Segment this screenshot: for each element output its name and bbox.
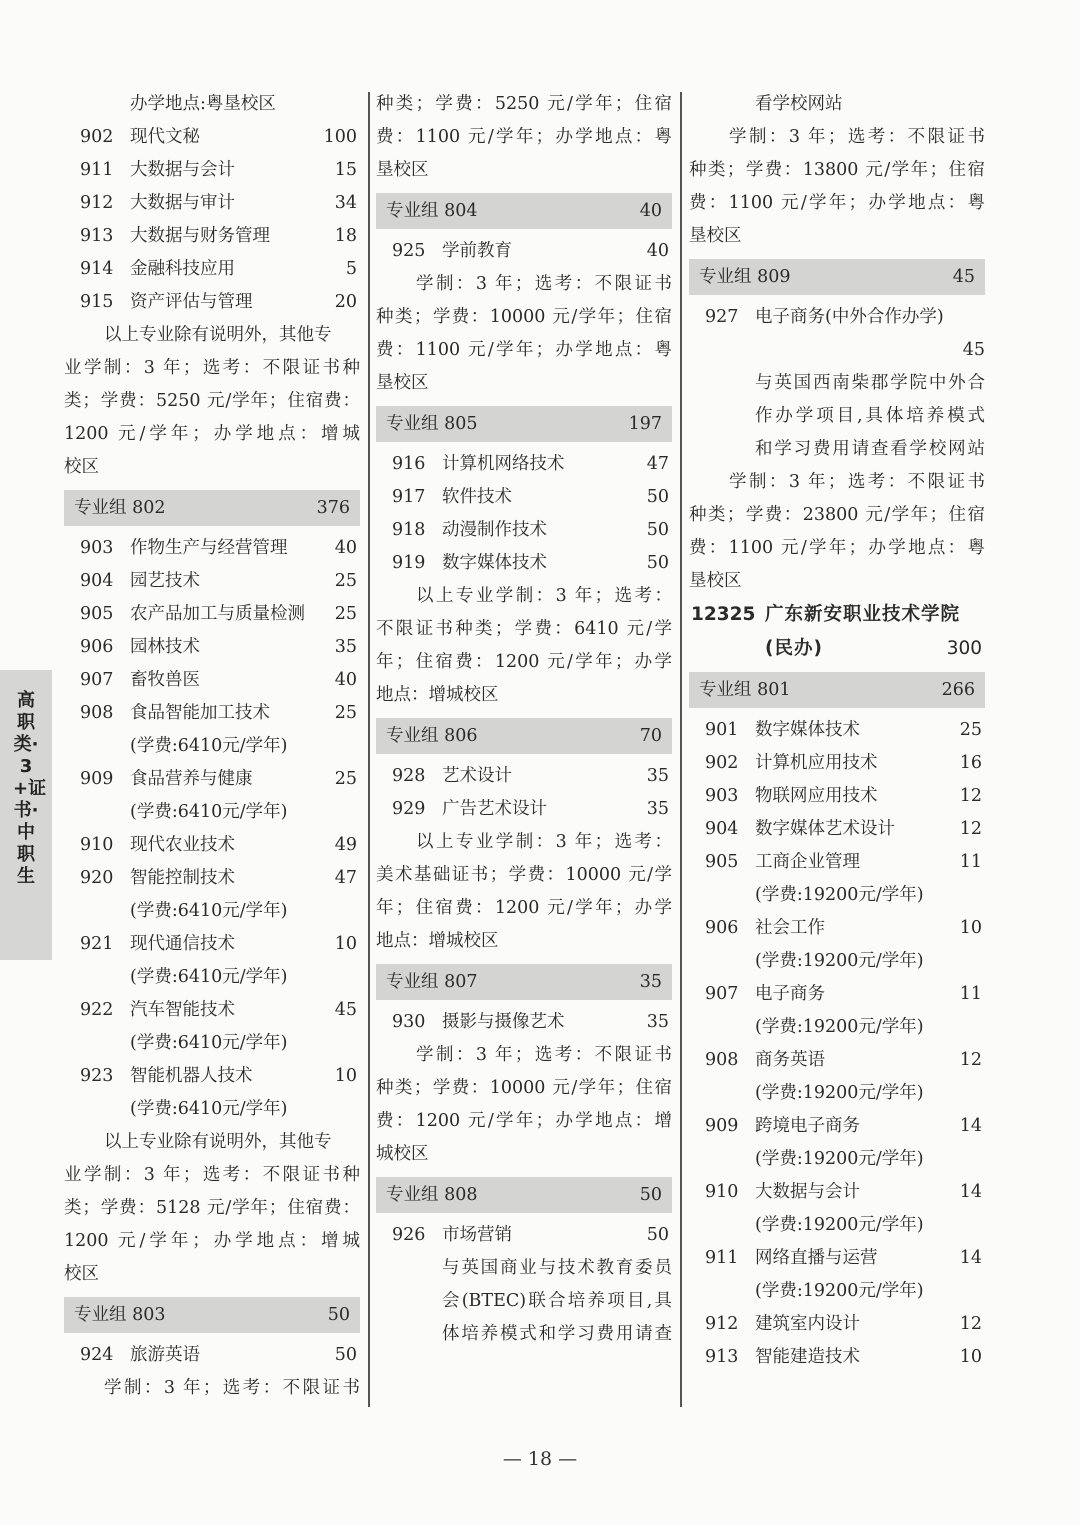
major-name: 数字媒体艺术设计 — [755, 819, 895, 839]
major-name: 旅游英语 — [130, 1345, 200, 1365]
text-line: 费：1100 元/学年；办学地点：粤 — [376, 340, 672, 360]
major-row — [64, 1060, 360, 1093]
text-line: 看学校网站 — [755, 94, 843, 114]
text-line: 城校区 — [376, 1144, 429, 1164]
enrollment-count: 14 — [959, 1182, 982, 1202]
school-name: (民办) — [765, 638, 823, 659]
column-2 — [376, 88, 672, 1351]
enrollment-count: 20 — [334, 292, 357, 312]
enrollment-count: 45 — [334, 1000, 357, 1020]
major-code: 919 — [392, 553, 426, 573]
text-line: 45 — [962, 340, 985, 360]
enrollment-count: 12 — [959, 786, 982, 806]
major-code: 922 — [80, 1000, 114, 1020]
column-1 — [64, 88, 360, 1405]
major-code: 927 — [705, 307, 739, 327]
text-line: 业学制：3 年；选考：不限证书种 — [64, 1165, 360, 1185]
school-header — [689, 598, 985, 632]
major-row — [689, 301, 985, 334]
major-name: 动漫制作技术 — [442, 520, 547, 540]
major-row — [64, 187, 360, 220]
enrollment-count: 40 — [334, 538, 357, 558]
text-line: 以上专业学制：3 年；选考： — [416, 586, 672, 606]
enrollment-count: 100 — [323, 127, 357, 147]
major-code: 917 — [392, 487, 426, 507]
group-name: 专业组 808 — [386, 1185, 478, 1205]
text-line: 业学制：3 年；选考：不限证书种 — [64, 358, 360, 378]
major-row — [689, 1308, 985, 1341]
enrollment-count: 5 — [345, 259, 357, 279]
major-row — [376, 1219, 672, 1252]
text-line: 费：1100 元/学年；办学地点：粤 — [689, 193, 985, 213]
enrollment-count: 25 — [334, 769, 357, 789]
major-name: 智能建造技术 — [755, 1347, 860, 1367]
major-name: 数字媒体技术 — [755, 720, 860, 740]
major-code: 912 — [80, 193, 114, 213]
major-row — [64, 220, 360, 253]
major-name: 园林技术 — [130, 637, 200, 657]
enrollment-count: 10 — [959, 918, 982, 938]
major-group-header — [376, 964, 672, 1000]
enrollment-count: 11 — [959, 852, 982, 872]
major-row — [376, 1006, 672, 1039]
major-group-header — [376, 718, 672, 754]
major-code: 924 — [80, 1345, 114, 1365]
group-name: 专业组 803 — [74, 1305, 166, 1325]
major-code: 902 — [705, 753, 739, 773]
major-name: 大数据与会计 — [130, 160, 235, 180]
major-code: 918 — [392, 520, 426, 540]
major-group-header — [376, 406, 672, 442]
side-tab-label: 高职类·3+证书·中职生 — [13, 690, 47, 887]
major-row — [64, 697, 360, 730]
enrollment-count: 47 — [334, 868, 357, 888]
major-code: 906 — [705, 918, 739, 938]
enrollment-count: 34 — [334, 193, 357, 213]
major-row — [689, 780, 985, 813]
major-code: 901 — [705, 720, 739, 740]
enrollment-count: 35 — [646, 766, 669, 786]
text-line: 费：1200 元/学年；办学地点：增 — [376, 1111, 672, 1131]
major-name: 园艺技术 — [130, 571, 200, 591]
enrollment-count: 50 — [646, 520, 669, 540]
text-line: (学费:6410元/学年) — [130, 967, 288, 987]
major-name: 智能控制技术 — [130, 868, 235, 888]
major-row — [689, 813, 985, 846]
major-row — [689, 846, 985, 879]
text-line: (学费:19200元/学年) — [755, 1215, 924, 1235]
text-line: 以上专业学制：3 年；选考： — [416, 832, 672, 852]
major-name: 摄影与摄像艺术 — [442, 1012, 565, 1032]
school-header — [689, 632, 985, 666]
major-code: 916 — [392, 454, 426, 474]
major-row — [376, 448, 672, 481]
major-code: 903 — [705, 786, 739, 806]
major-row — [64, 829, 360, 862]
major-row — [64, 631, 360, 664]
group-count: 35 — [639, 972, 662, 992]
enrollment-count: 14 — [959, 1248, 982, 1268]
text-line: 1200 元/学年；办学地点：增城 — [64, 424, 360, 444]
major-name: 商务英语 — [755, 1050, 825, 1070]
major-row — [376, 793, 672, 826]
major-row — [689, 1110, 985, 1143]
major-row — [64, 253, 360, 286]
major-row — [64, 664, 360, 697]
enrollment-count: 35 — [646, 1012, 669, 1032]
text-line: (学费:6410元/学年) — [130, 802, 288, 822]
major-code: 920 — [80, 868, 114, 888]
enrollment-count: 16 — [959, 753, 982, 773]
text-line: 与英国商业与技术教育委员 — [442, 1258, 672, 1278]
text-line: (学费:19200元/学年) — [755, 1149, 924, 1169]
major-row — [64, 286, 360, 319]
text-line: 1200 元/学年；办学地点：增城 — [64, 1231, 360, 1251]
group-name: 专业组 807 — [386, 972, 478, 992]
major-name: 智能机器人技术 — [130, 1066, 253, 1086]
major-code: 928 — [392, 766, 426, 786]
major-code: 904 — [705, 819, 739, 839]
major-row — [64, 763, 360, 796]
enrollment-count: 10 — [959, 1347, 982, 1367]
enrollment-count: 12 — [959, 819, 982, 839]
major-code: 930 — [392, 1012, 426, 1032]
major-name: 数字媒体技术 — [442, 553, 547, 573]
enrollment-count: 12 — [959, 1050, 982, 1070]
major-row — [64, 532, 360, 565]
text-line: 学制：3 年；选考：不限证书 — [729, 127, 985, 147]
major-row — [64, 565, 360, 598]
major-row — [64, 154, 360, 187]
major-code: 923 — [80, 1066, 114, 1086]
text-line: 类；学费：5250 元/学年；住宿费： — [64, 391, 360, 411]
major-name: 电子商务 — [755, 984, 825, 1004]
major-name: 大数据与财务管理 — [130, 226, 270, 246]
major-row — [376, 235, 672, 268]
major-name: 大数据与会计 — [755, 1182, 860, 1202]
text-line: 学制：3 年；选考：不限证书 — [104, 1378, 360, 1398]
major-code: 925 — [392, 241, 426, 261]
section-side-tab — [0, 670, 52, 960]
major-code: 926 — [392, 1225, 426, 1245]
text-line: 种类；学费：23800 元/学年；住宿 — [689, 505, 985, 525]
text-line: 学制：3 年；选考：不限证书 — [416, 1045, 672, 1065]
text-line: 类；学费：5128 元/学年；住宿费： — [64, 1198, 360, 1218]
enrollment-count: 35 — [646, 799, 669, 819]
enrollment-count: 12 — [959, 1314, 982, 1334]
text-line: 以上专业除有说明外，其他专 — [104, 325, 332, 345]
major-name: 农产品加工与质量检测 — [130, 604, 305, 624]
major-row — [64, 928, 360, 961]
major-row — [689, 978, 985, 1011]
school-count: 300 — [946, 638, 982, 659]
major-name: 网络直播与运营 — [755, 1248, 878, 1268]
major-name: 广告艺术设计 — [442, 799, 547, 819]
column-3 — [689, 88, 985, 1374]
major-code: 908 — [80, 703, 114, 723]
major-row — [689, 747, 985, 780]
group-name: 专业组 802 — [74, 498, 166, 518]
text-line: 费：1100 元/学年；办学地点：粤 — [689, 538, 985, 558]
text-line: 垦校区 — [376, 160, 429, 180]
column-divider — [368, 92, 370, 1407]
text-line: (学费:6410元/学年) — [130, 901, 288, 921]
enrollment-count: 15 — [334, 160, 357, 180]
enrollment-count: 50 — [334, 1345, 357, 1365]
text-line: 学制：3 年；选考：不限证书 — [416, 274, 672, 294]
enrollment-count: 11 — [959, 984, 982, 1004]
text-line: (学费:6410元/学年) — [130, 1033, 288, 1053]
group-name: 专业组 805 — [386, 414, 478, 434]
text-line: 不限证书种类；学费：6410 元/学 — [376, 619, 672, 639]
text-line: 费：1100 元/学年；办学地点：粤 — [376, 127, 672, 147]
major-name: 食品营养与健康 — [130, 769, 253, 789]
enrollment-count: 50 — [646, 553, 669, 573]
major-name: 电子商务(中外合作办学) — [755, 307, 944, 327]
major-row — [689, 1341, 985, 1374]
enrollment-count: 25 — [959, 720, 982, 740]
major-row — [376, 481, 672, 514]
major-code: 904 — [80, 571, 114, 591]
group-name: 专业组 804 — [386, 201, 478, 221]
group-count: 70 — [639, 726, 662, 746]
enrollment-count: 50 — [646, 487, 669, 507]
text-line: 作办学项目,具体培养模式 — [755, 406, 985, 426]
enrollment-count: 35 — [334, 637, 357, 657]
major-name: 现代农业技术 — [130, 835, 235, 855]
enrollment-count: 25 — [334, 703, 357, 723]
text-line: 以上专业除有说明外，其他专 — [104, 1132, 332, 1152]
major-code: 929 — [392, 799, 426, 819]
major-code: 915 — [80, 292, 114, 312]
major-code: 911 — [80, 160, 114, 180]
major-code: 907 — [705, 984, 739, 1004]
group-count: 45 — [952, 267, 975, 287]
major-row — [64, 1339, 360, 1372]
major-name: 计算机网络技术 — [442, 454, 565, 474]
text-line: 校区 — [64, 457, 99, 477]
text-line: 校区 — [64, 1264, 99, 1284]
major-name: 现代文秘 — [130, 127, 200, 147]
major-name: 社会工作 — [755, 918, 825, 938]
major-row — [64, 598, 360, 631]
group-count: 197 — [628, 414, 662, 434]
major-group-header — [689, 259, 985, 295]
major-code: 902 — [80, 127, 114, 147]
group-count: 50 — [639, 1185, 662, 1205]
group-count: 40 — [639, 201, 662, 221]
group-name: 专业组 806 — [386, 726, 478, 746]
text-line: 会(BTEC)联合培养项目,具 — [442, 1291, 672, 1311]
text-line: 种类；学费：13800 元/学年；住宿 — [689, 160, 985, 180]
major-row — [689, 1044, 985, 1077]
major-code: 905 — [80, 604, 114, 624]
major-name: 资产评估与管理 — [130, 292, 253, 312]
major-code: 910 — [705, 1182, 739, 1202]
enrollment-count: 18 — [334, 226, 357, 246]
major-code: 907 — [80, 670, 114, 690]
major-code: 909 — [705, 1116, 739, 1136]
column-divider — [680, 92, 682, 1407]
major-code: 903 — [80, 538, 114, 558]
page-number: — 18 — — [502, 1448, 578, 1470]
major-code: 905 — [705, 852, 739, 872]
text-line: (学费:6410元/学年) — [130, 1099, 288, 1119]
major-name: 计算机应用技术 — [755, 753, 878, 773]
major-name: 物联网应用技术 — [755, 786, 878, 806]
major-name: 市场营销 — [442, 1225, 512, 1245]
major-name: 艺术设计 — [442, 766, 512, 786]
enrollment-count: 14 — [959, 1116, 982, 1136]
enrollment-count: 25 — [334, 604, 357, 624]
text-line: 年；住宿费：1200 元/学年；办学 — [376, 898, 672, 918]
major-row — [64, 994, 360, 1027]
major-row — [376, 760, 672, 793]
group-count: 266 — [941, 680, 975, 700]
group-name: 专业组 801 — [699, 680, 791, 700]
major-row — [689, 912, 985, 945]
major-code: 906 — [80, 637, 114, 657]
text-line: (学费:19200元/学年) — [755, 1281, 924, 1301]
major-row — [376, 547, 672, 580]
text-line: 种类；学费：10000 元/学年；住宿 — [376, 1078, 672, 1098]
major-name: 大数据与审计 — [130, 193, 235, 213]
text-line: 与英国西南柴郡学院中外合 — [755, 373, 985, 393]
major-name: 汽车智能技术 — [130, 1000, 235, 1020]
major-name: 跨境电子商务 — [755, 1116, 860, 1136]
text-line: 种类；学费：10000 元/学年；住宿 — [376, 307, 672, 327]
major-row — [689, 1242, 985, 1275]
enrollment-count: 40 — [334, 670, 357, 690]
text-line: 垦校区 — [689, 226, 742, 246]
major-name: 建筑室内设计 — [755, 1314, 860, 1334]
major-name: 现代通信技术 — [130, 934, 235, 954]
group-count: 376 — [316, 498, 350, 518]
text-line: 体培养模式和学习费用请查 — [442, 1324, 672, 1344]
group-name: 专业组 809 — [699, 267, 791, 287]
major-code: 913 — [80, 226, 114, 246]
major-name: 食品智能加工技术 — [130, 703, 270, 723]
text-line: 学制：3 年；选考：不限证书 — [729, 472, 985, 492]
major-code: 921 — [80, 934, 114, 954]
school-code: 12325 — [691, 604, 756, 625]
major-row — [376, 514, 672, 547]
text-line: 地点：增城校区 — [376, 685, 499, 705]
text-line: 种类；学费：5250 元/学年；住宿 — [376, 94, 672, 114]
major-name: 工商企业管理 — [755, 852, 860, 872]
enrollment-count: 47 — [646, 454, 669, 474]
group-count: 50 — [327, 1305, 350, 1325]
major-name: 学前教育 — [442, 241, 512, 261]
major-code: 914 — [80, 259, 114, 279]
text-line: 办学地点:粤垦校区 — [130, 94, 276, 114]
enrollment-count: 10 — [334, 934, 357, 954]
major-row — [689, 1176, 985, 1209]
enrollment-count: 50 — [646, 1225, 669, 1245]
major-code: 910 — [80, 835, 114, 855]
major-row — [689, 714, 985, 747]
major-group-header — [64, 1297, 360, 1333]
text-line: (学费:6410元/学年) — [130, 736, 288, 756]
text-line: 地点：增城校区 — [376, 931, 499, 951]
text-line: 年；住宿费：1200 元/学年；办学 — [376, 652, 672, 672]
enrollment-count: 49 — [334, 835, 357, 855]
major-code: 912 — [705, 1314, 739, 1334]
text-line: 垦校区 — [376, 373, 429, 393]
major-group-header — [376, 193, 672, 229]
text-line: (学费:19200元/学年) — [755, 885, 924, 905]
major-code: 911 — [705, 1248, 739, 1268]
text-line: 垦校区 — [689, 571, 742, 591]
major-row — [64, 862, 360, 895]
major-name: 作物生产与经营管理 — [130, 538, 288, 558]
text-line: (学费:19200元/学年) — [755, 1017, 924, 1037]
enrollment-count: 25 — [334, 571, 357, 591]
school-name: 广东新安职业技术学院 — [765, 604, 961, 625]
enrollment-count: 10 — [334, 1066, 357, 1086]
text-line: (学费:19200元/学年) — [755, 1083, 924, 1103]
major-code: 913 — [705, 1347, 739, 1367]
text-line: (学费:19200元/学年) — [755, 951, 924, 971]
major-name: 金融科技应用 — [130, 259, 235, 279]
major-group-header — [64, 490, 360, 526]
text-line: 美术基础证书；学费：10000 元/学 — [376, 865, 672, 885]
enrollment-count: 40 — [646, 241, 669, 261]
major-group-header — [376, 1177, 672, 1213]
major-name: 软件技术 — [442, 487, 512, 507]
major-row — [64, 121, 360, 154]
major-group-header — [689, 672, 985, 708]
major-name: 畜牧兽医 — [130, 670, 200, 690]
major-code: 908 — [705, 1050, 739, 1070]
major-code: 909 — [80, 769, 114, 789]
text-line: 和学习费用请查看学校网站 — [755, 439, 985, 459]
